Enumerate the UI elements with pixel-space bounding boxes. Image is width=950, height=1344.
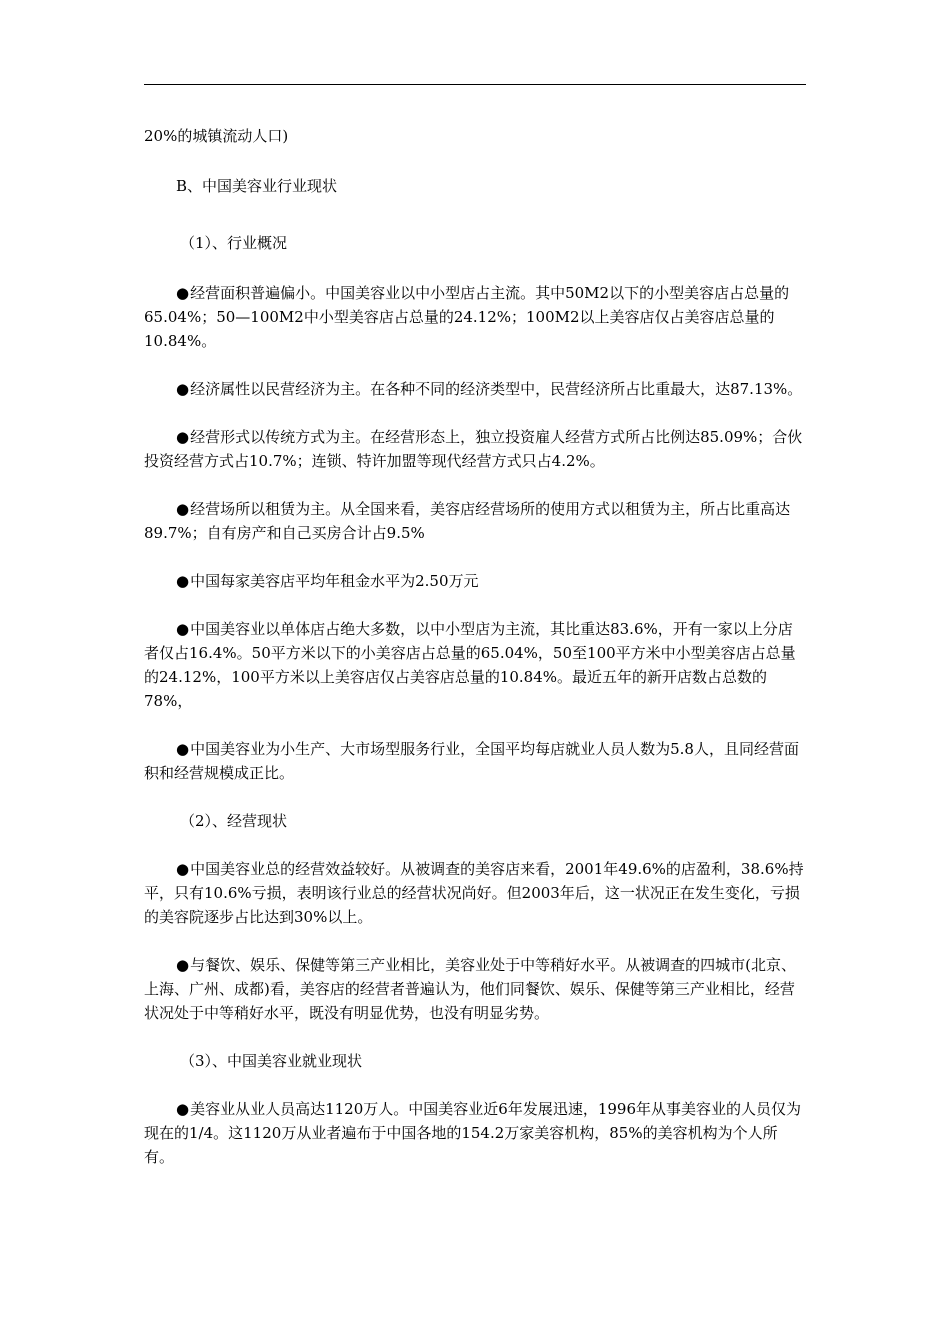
paragraph-text: 中国美容业总的经营效益较好。从被调查的美容店来看，2001年49.6%的店盈利，38.6%持平，只有10.6%亏损，表明该行业总的经营状况尚好。但2003年后，这一状况正在发生变化，亏损的美容院逐步占比达到30%以上。 bbox=[144, 860, 804, 926]
bullet-icon: ● bbox=[176, 620, 190, 638]
paragraph-text: 经济属性以民营经济为主。在各种不同的经济类型中，民营经济所占比重最大，达87.13%。 bbox=[190, 380, 803, 398]
bullet-icon: ● bbox=[176, 956, 190, 974]
subsection-heading-industry-overview: （1）、行业概况 bbox=[180, 234, 288, 252]
bullet-icon: ● bbox=[176, 284, 190, 302]
paragraph-business-form bbox=[144, 425, 806, 473]
subsection-heading-employment-status: （3）、中国美容业就业现状 bbox=[180, 1052, 363, 1070]
bullet-icon: ● bbox=[176, 1100, 190, 1118]
paragraph-tertiary-comparison bbox=[144, 953, 806, 1025]
paragraph-average-rent bbox=[144, 569, 806, 593]
subsection-heading-operating-status: （2）、经营现状 bbox=[180, 812, 288, 830]
bullet-icon: ● bbox=[176, 860, 190, 878]
paragraph-practitioners bbox=[144, 1097, 806, 1169]
paragraph-text: 中国美容业为小生产、大市场型服务行业，全国平均每店就业人员人数为5.8人，且同经营面积和经营规模成正比。 bbox=[144, 740, 799, 782]
paragraph-economic-type bbox=[144, 377, 806, 401]
bullet-icon: ● bbox=[176, 380, 190, 398]
paragraph-business-area bbox=[144, 281, 806, 353]
section-b-heading: B、中国美容业行业现状 bbox=[176, 177, 338, 195]
paragraph-employment-per-store bbox=[144, 737, 806, 785]
paragraph-text: 中国每家美容店平均年租金水平为2.50万元 bbox=[190, 572, 479, 590]
bullet-icon: ● bbox=[176, 740, 190, 758]
paragraph-text: 经营面积普遍偏小。中国美容业以中小型店占主流。其中50M2以下的小型美容店占总量的65.04%；50—100M2中小型美容店占总量的24.12%；100M2以上美容店仅占美容店总量的10.84%。 bbox=[144, 284, 790, 350]
bullet-icon: ● bbox=[176, 428, 190, 446]
intro-line: 20%的城镇流动人口) bbox=[144, 127, 289, 145]
header-rule bbox=[144, 84, 806, 85]
paragraph-premises-lease bbox=[144, 497, 806, 545]
paragraph-text: 经营场所以租赁为主。从全国来看，美容店经营场所的使用方式以租赁为主，所占比重高达89.7%；自有房产和自己买房合计占9.5% bbox=[144, 500, 791, 542]
paragraph-single-store bbox=[144, 617, 806, 713]
bullet-icon: ● bbox=[176, 500, 190, 518]
paragraph-text: 美容业从业人员高达1120万人。中国美容业近6年发展迅速，1996年从事美容业的人员仅为现在的1/4。这1120万从业者遍布于中国各地的154.2万家美容机构，85%的美容机构为个人所有。 bbox=[144, 1100, 801, 1166]
document-body bbox=[144, 124, 806, 1193]
paragraph-text: 经营形式以传统方式为主。在经营形态上，独立投资雇人经营方式所占比例达85.09%；合伙投资经营方式占10.7%；连锁、特许加盟等现代经营方式只占4.2%。 bbox=[144, 428, 803, 470]
paragraph-text: 中国美容业以单体店占绝大多数，以中小型店为主流，其比重达83.6%，开有一家以上分店者仅占16.4%。50平方米以下的小美容店占总量的65.04%，50至100平方米中小型美容店占总量的24.12%，100平方米以上美容店仅占美容店总量的10.84%。最近五年的新开店数占总数的78%， bbox=[144, 620, 796, 710]
bullet-icon: ● bbox=[176, 572, 190, 590]
paragraph-operating-efficiency bbox=[144, 857, 806, 929]
paragraph-text: 与餐饮、娱乐、保健等第三产业相比，美容业处于中等稍好水平。从被调查的四城市(北京、上海、广州、成都)看，美容店的经营者普遍认为，他们同餐饮、娱乐、保健等第三产业相比，经营状况处于中等稍好水平，既没有明显优势，也没有明显劣势。 bbox=[144, 956, 796, 1022]
